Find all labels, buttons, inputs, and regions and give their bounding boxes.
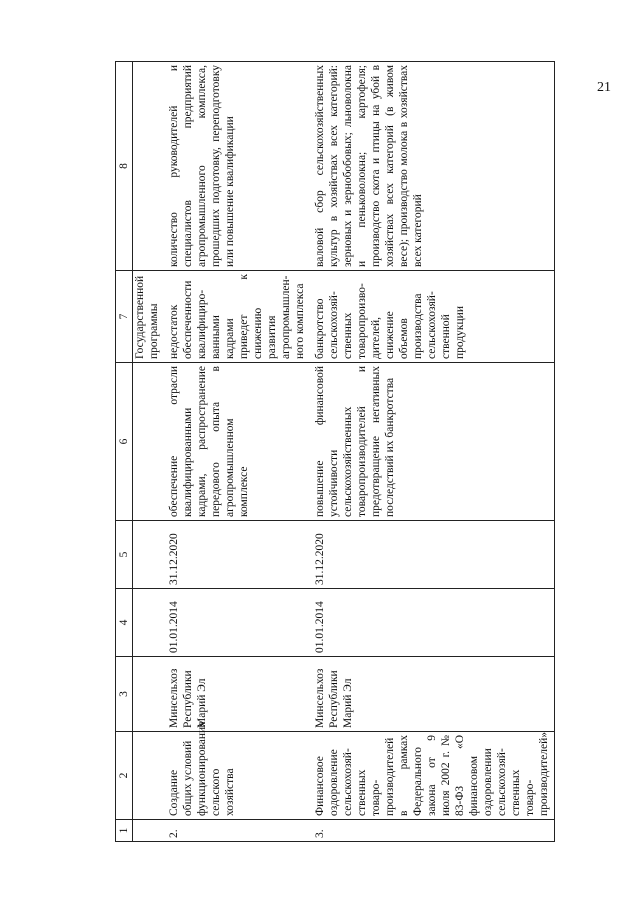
column-number-2: 2	[116, 732, 133, 820]
column-number-3: 3	[116, 657, 133, 732]
column-number-8: 8	[116, 62, 133, 271]
expected-result-cell: обеспечение отрасли квалифицированными кадрами, распространение передового опыта в агропромышленном комплексе	[164, 363, 310, 521]
start-date-cell: 01.01.2014	[310, 589, 555, 657]
end-date-cell: 31.12.2020	[310, 521, 555, 589]
column-number-6: 6	[116, 363, 133, 521]
table-continuation-row	[133, 62, 165, 842]
column-number-5: 5	[116, 521, 133, 589]
measure-name-cell: Финансовое оздоровление сельскохозяй-ственных товаро-производителей в рамках Федерального закона от 9 июля 2002 г. № 83-ФЗ «О финансовом оздоровлении сельскохозяй-ственных товаро-производителей»	[310, 732, 555, 820]
executor-cell: Минсельхоз Республики Марий Эл	[310, 657, 555, 732]
expected-result-cell: повышение финансовой устойчивости сельскохозяйственных товаропроизводителей и предотвращение негативных последствий их банкротства	[310, 363, 555, 521]
consequence-cell: недостаток обеспеченности квалифициро-ванными кадрами приведет к снижению развития агропромышлен-ного комплекса	[164, 271, 310, 363]
column-number-1: 1	[116, 820, 133, 842]
column-number-4: 4	[116, 589, 133, 657]
row-number-cell: 2.	[164, 820, 310, 842]
row-number-cell: 3.	[310, 820, 555, 842]
program-measures-table	[115, 61, 555, 842]
end-date-cell: 31.12.2020	[164, 521, 310, 589]
table-header-row	[116, 62, 133, 842]
continuation-consequence-cell: Государственной программы	[133, 271, 165, 363]
measure-name-cell: Создание общих условий функционирования сельского хозяйства	[164, 732, 310, 820]
rotated-table-container	[115, 62, 551, 842]
table-row	[310, 62, 555, 842]
start-date-cell: 01.01.2014	[164, 589, 310, 657]
table-row	[164, 62, 310, 842]
consequence-cell: банкротство сельскохозяй-ственных товаропроизво-дителей, снижение объемов производства сельскохозяй-ственной продукции	[310, 271, 555, 363]
indicator-cell: количество руководителей и специалистов предприятий агропромышленного комплекса, прошедших подготовку, переподготовку или повышение квалификации	[164, 62, 310, 271]
executor-cell: Минсельхоз Республики Марий Эл	[164, 657, 310, 732]
indicator-cell: валовой сбор сельскохозяйственных культур в хозяйствах всех категорий: зерновых и зернобобовых; льноволокна и пеньковолокна; картофеля; производство скота и птицы на убой в хозяйствах всех категорий (в живом весе); производство молока в хозяйствах всех категорий	[310, 62, 555, 271]
column-number-7: 7	[116, 271, 133, 363]
page-number: 21	[597, 80, 611, 95]
